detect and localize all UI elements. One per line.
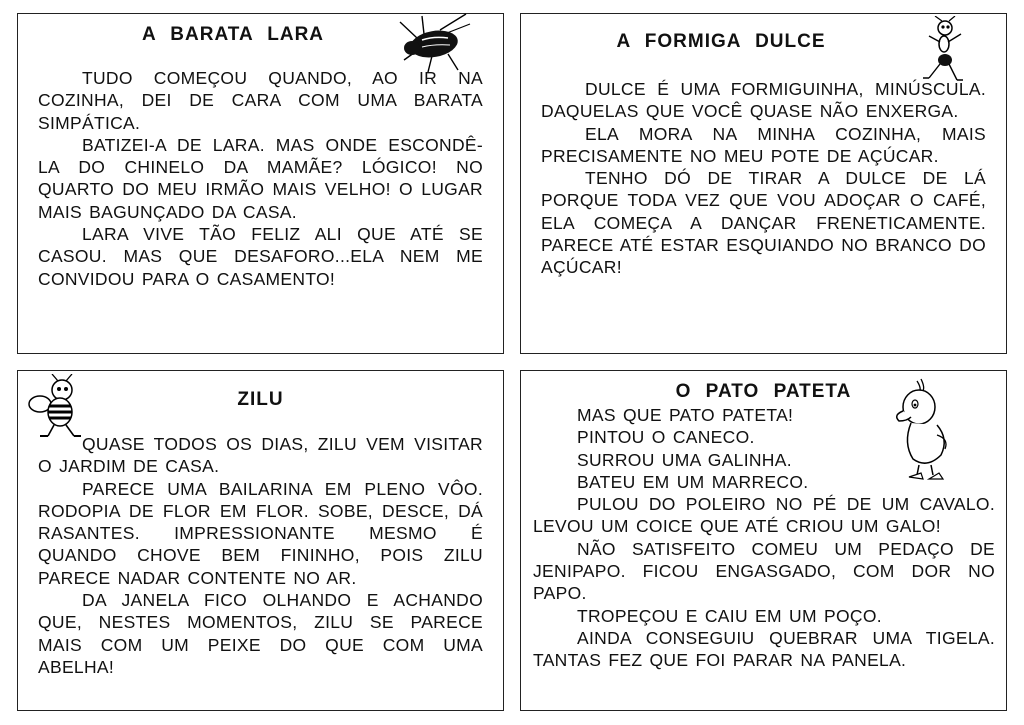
story-paragraph: QUASE TODOS OS DIAS, ZILU VEM VISITAR O JARDIM DE CASA. <box>38 434 483 477</box>
story-paragraph: BATEU EM UM MARRECO. <box>577 471 809 492</box>
story-paragraph: MAS QUE PATO PATETA! <box>577 405 794 425</box>
story-title: A FORMIGA DULCE <box>616 31 826 52</box>
story-paragraph: TENHO DÓ DE TIRAR A DULCE DE LÁ PORQUE TODA VEZ QUE VOU ADOÇAR O CAFÉ, ELA COMEÇA A DANÇAR FRENETICAMENTE. PARECE ATÉ ESTAR ESQUIANDO NO BRANCO DO AÇÚCAR! <box>541 168 986 278</box>
story-card-barata <box>17 13 504 354</box>
story-card-pato <box>520 370 1007 711</box>
story-paragraph: SURROU UMA GALINHA. <box>577 449 792 470</box>
story-paragraph: AINDA CONSEGUIU QUEBRAR UMA TIGELA. TANTAS FEZ QUE FOI PARAR NA PANELA. <box>533 627 995 671</box>
story-paragraph: PINTOU O CANECO. <box>577 427 755 448</box>
story-paragraph: TROPEÇOU E CAIU EM UM POÇO. <box>577 605 882 626</box>
story-paragraph: NÃO SATISFEITO COMEU UM PEDAÇO DE JENIPAPO. FICOU ENGASGADO, COM DOR NO PAPO. <box>533 538 995 604</box>
story-paragraph: DA JANELA FICO OLHANDO E ACHANDO QUE, NESTES MOMENTOS, ZILU SE PARECE MAIS COM UM PEIXE DO QUE COM UMA ABELHA! <box>38 590 483 677</box>
story-title: A BARATA LARA <box>141 24 325 45</box>
story-paragraph: ELA MORA NA MINHA COZINHA, MAIS PRECISAMENTE NO MEU POTE DE AÇÚCAR. <box>541 123 986 166</box>
story-title: O PATO PATETA <box>675 381 852 402</box>
story-paragraph: PULOU DO POLEIRO NO PÉ DE UM CAVALO. LEVOU UM COICE QUE ATÉ CRIOU UM GALO! <box>533 494 995 537</box>
story-paragraph: TUDO COMEÇOU QUANDO, AO IR NA COZINHA, DEI DE CARA COM UMA BARATA SIMPÁTICA. <box>38 68 483 133</box>
story-paragraph: DULCE É UMA FORMIGUINHA, MINÚSCULA. DAQUELAS QUE VOCÊ QUASE NÃO ENXERGA. <box>541 79 986 122</box>
story-paragraph: BATIZEI-A DE LARA. MAS ONDE ESCONDÊ-LA DO CHINELO DA MAMÃE? LÓGICO! NO QUARTO DO MEU IRMÃO MAIS VELHO! O LUGAR MAIS BAGUNÇADO DA CASA. <box>38 134 483 222</box>
story-paragraph: PARECE UMA BAILARINA EM PLENO VÔO. RODOPIA DE FLOR EM FLOR. SOBE, DESCE, DÁ RASANTES. IMPRESSIONANTE MESMO É QUANDO CHOVE BEM FININHO, POIS ZILU PARECE NADAR CONTENTE NO AR. <box>38 478 483 588</box>
story-card-formiga <box>520 13 1007 354</box>
story-title: ZILU <box>237 389 284 410</box>
story-card-zilu <box>17 370 504 711</box>
bee-icon <box>26 374 86 440</box>
ant-icon <box>919 16 969 82</box>
story-paragraph: LARA VIVE TÃO FELIZ ALI QUE ATÉ SE CASOU. MAS QUE DESAFORO...ELA NEM ME CONVIDOU PARA O CASAMENTO! <box>38 224 483 289</box>
